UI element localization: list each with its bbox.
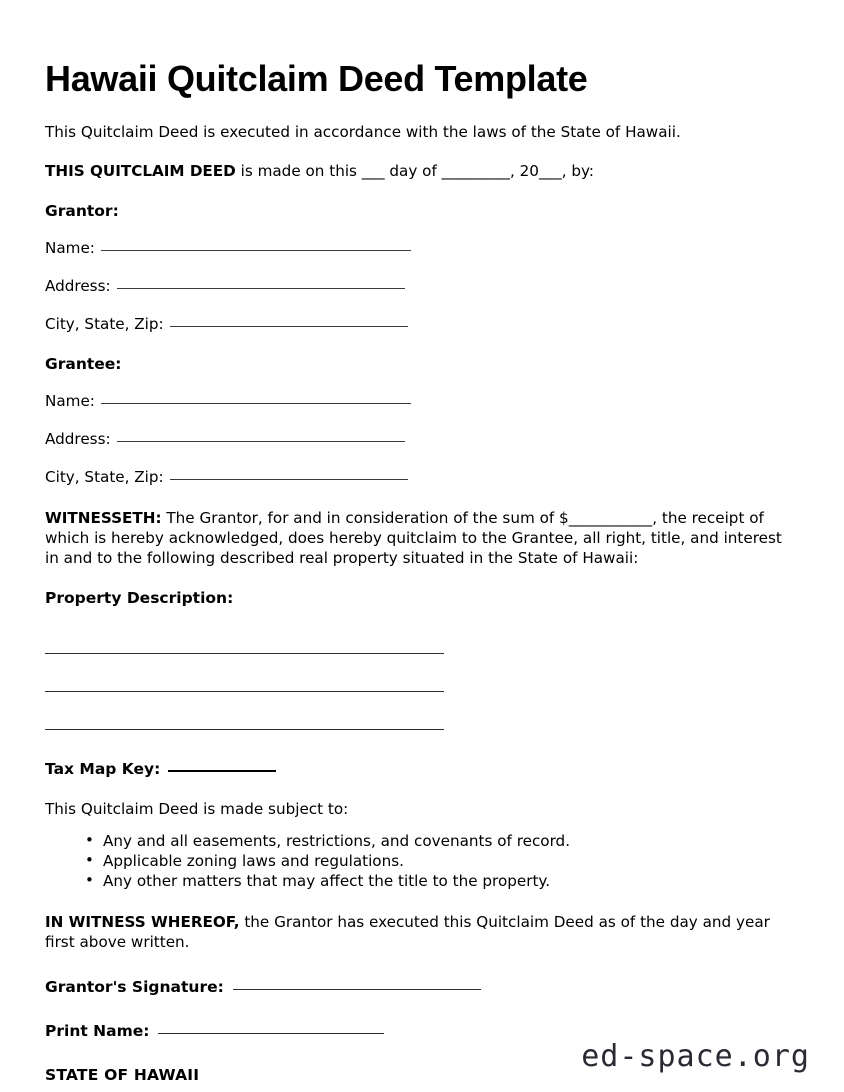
grantor-citystatezip-row — [45, 314, 799, 334]
list-item: • Any other matters that may affect the title to the property. — [85, 871, 799, 891]
in-witness-whereof-lead: IN WITNESS WHEREOF, — [45, 913, 240, 931]
grantee-address-row — [45, 429, 799, 449]
property-description-heading: Property Description: — [45, 589, 234, 607]
subject-to-lead-in: This Quitclaim Deed is made subject to: — [45, 800, 349, 818]
execution-clause-lead: THIS QUITCLAIM DEED — [45, 162, 236, 180]
grantee-citystatezip-label: City, State, Zip: — [45, 468, 164, 486]
witnesseth-paragraph — [45, 508, 799, 568]
property-description-line-3[interactable] — [45, 729, 444, 730]
execution-clause — [45, 161, 799, 181]
grantor-address-input[interactable] — [117, 288, 405, 289]
grantee-name-input[interactable] — [101, 403, 411, 404]
list-item: • Applicable zoning laws and regulations. — [85, 851, 799, 871]
witnesseth-rest: The Grantor, for and in consideration of the sum of $___________, the receipt of which is hereby acknowledged, does hereby quitclaim to the Grantee, all right, title, and interest in and to the following described real property situated in the State of Hawaii: — [45, 509, 782, 567]
grantee-heading: Grantee: — [45, 355, 122, 373]
grantor-name-input[interactable] — [101, 250, 411, 251]
in-witness-whereof-paragraph — [45, 912, 799, 952]
list-item: • Any and all easements, restrictions, and covenants of record. — [85, 831, 799, 851]
in-witness-whereof-rest: the Grantor has executed this Quitclaim Deed as of the day and year first above written. — [45, 913, 770, 951]
grantor-signature-label: Grantor's Signature: — [45, 978, 224, 996]
grantee-address-input[interactable] — [117, 441, 405, 442]
print-name-label: Print Name: — [45, 1022, 150, 1040]
grantee-citystatezip-row — [45, 467, 799, 487]
grantee-citystatezip-input[interactable] — [170, 479, 408, 480]
grantor-name-label: Name: — [45, 239, 95, 257]
tax-map-key-row — [45, 760, 799, 778]
grantor-signature-row — [45, 978, 799, 996]
grantor-address-label: Address: — [45, 277, 111, 295]
site-watermark: ed-space.org — [581, 1039, 810, 1074]
property-description-line-2[interactable] — [45, 691, 444, 692]
print-name-row — [45, 1022, 799, 1040]
tax-map-key-label: Tax Map Key: — [45, 760, 161, 778]
witnesseth-lead: WITNESSETH: — [45, 509, 162, 527]
property-description-line-1[interactable] — [45, 653, 444, 654]
grantor-address-row — [45, 276, 799, 296]
grantee-address-label: Address: — [45, 430, 111, 448]
tax-map-key-input[interactable] — [168, 770, 276, 772]
grantor-name-row — [45, 238, 799, 258]
grantor-citystatezip-input[interactable] — [170, 326, 408, 327]
page-title: Hawaii Quitclaim Deed Template — [45, 58, 588, 99]
print-name-input[interactable] — [158, 1033, 384, 1034]
grantor-signature-input[interactable] — [233, 989, 481, 990]
grantee-name-row — [45, 391, 799, 411]
intro-paragraph: This Quitclaim Deed is executed in accordance with the laws of the State of Hawaii. — [45, 123, 681, 141]
state-of-hawaii-line: STATE OF HAWAII — [45, 1066, 200, 1084]
grantor-heading: Grantor: — [45, 202, 119, 220]
grantee-name-label: Name: — [45, 392, 95, 410]
execution-clause-rest: is made on this ___ day of _________, 20___, by: — [235, 162, 595, 180]
grantor-citystatezip-label: City, State, Zip: — [45, 315, 164, 333]
subject-to-list — [45, 831, 799, 891]
